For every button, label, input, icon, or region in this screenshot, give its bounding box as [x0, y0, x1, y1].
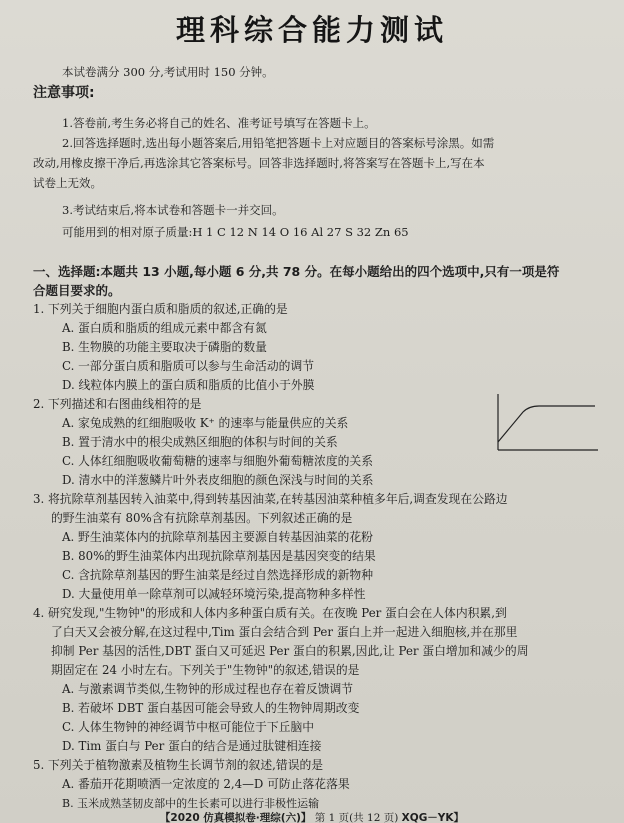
notice-line-4: 试卷上无效。 — [33, 176, 102, 190]
question-4-option-a: A. 与激素调节类似,生物钟的形成过程也存在着反馈调节 — [62, 682, 354, 696]
notice-line-5: 3.考试结束后,将本试卷和答题卡一并交回。 — [62, 203, 284, 217]
question-1-option-d: D. 线粒体内膜上的蛋白质和脂质的比值小于外膜 — [62, 378, 315, 392]
question-5-stem: 5. 下列关于植物激素及植物生长调节剂的叙述,错误的是 — [33, 758, 324, 772]
intro-text: 本试卷满分 300 分,考试用时 150 分钟。 — [62, 65, 274, 79]
notice-line-3: 改动,用橡皮擦干净后,再选涂其它答案标号。回答非选择题时,将答案写在答题卡上,写在本 — [33, 156, 485, 170]
question-1-option-b: B. 生物膜的功能主要取决于磷脂的数量 — [62, 340, 267, 354]
question-3-option-c: C. 含抗除草剂基因的野生油菜是经过自然选择形成的新物种 — [62, 568, 374, 582]
question-4-option-b: B. 若破坏 DBT 蛋白基因可能会导致人的生物钟周期改变 — [62, 701, 360, 715]
notice-heading: 注意事项: — [33, 85, 95, 101]
footer-code: XQG－YK】 — [401, 812, 465, 823]
question-3-option-b: B. 80%的野生油菜体内出现抗除草剂基因是基因突变的结果 — [62, 549, 376, 563]
question-1-option-a: A. 蛋白质和脂质的组成元素中都含有氮 — [62, 321, 267, 335]
curve-graph — [493, 392, 603, 454]
question-4-stem-line-4: 期固定在 24 小时左右。下列关于"生物钟"的叙述,错误的是 — [51, 663, 360, 677]
page-footer — [0, 810, 624, 823]
question-5-option-b: B. 玉米成熟茎韧皮部中的生长素可以进行非极性运输 — [62, 797, 320, 810]
notice-line-2: 2.回答选择题时,选出每小题答案后,用铅笔把答题卡上对应题目的答案标号涂黑。如需 — [62, 136, 495, 150]
page-title: 理科综合能力测试 — [175, 13, 448, 47]
graph-curve — [498, 406, 595, 442]
question-2-option-b: B. 置于清水中的根尖成熟区细胞的体积与时间的关系 — [62, 435, 338, 449]
question-5-option-a: A. 番茄开花期喷洒一定浓度的 2,4—D 可防止落花落果 — [62, 777, 350, 791]
notice-line-1: 1.答卷前,考生务必将自己的姓名、准考证号填写在答题卡上。 — [62, 116, 376, 130]
question-4-stem-line-1: 4. 研究发现,"生物钟"的形成和人体内多种蛋白质有关。在夜晚 Per 蛋白会在人体内积累,到 — [33, 606, 507, 620]
question-2-option-a: A. 家兔成熟的红细胞吸收 K⁺ 的速率与能量供应的关系 — [62, 416, 349, 430]
question-3-stem-line-1: 3. 将抗除草剂基因转入油菜中,得到转基因油菜,在转基因油菜种植多年后,调查发现在公路边 — [33, 492, 508, 506]
question-4-option-c: C. 人体生物钟的神经调节中枢可能位于下丘脑中 — [62, 720, 315, 734]
question-4-stem-line-3: 抑制 Per 基因的活性,DBT 蛋白又可延迟 Per 蛋白的积累,因此,让 Per 蛋白增加和减少的周 — [51, 644, 529, 658]
question-2-stem: 2. 下列描述和右图曲线相符的是 — [33, 397, 202, 411]
footer-label: 【2020 仿真模拟卷·理综(六)】 — [159, 812, 312, 823]
footer-page: 第 1 页(共 12 页) — [314, 812, 399, 823]
section-heading-line-1: 一、选择题:本题共 13 小题,每小题 6 分,共 78 分。在每小题给出的四个选项中,只有一项是符 — [33, 264, 560, 279]
question-3-option-a: A. 野生油菜体内的抗除草剂基因主要源自转基因油菜的花粉 — [62, 530, 373, 544]
question-2-option-c: C. 人体红细胞吸收葡萄糖的速率与细胞外葡萄糖浓度的关系 — [62, 454, 374, 468]
atomic-masses: 可能用到的相对原子质量:H 1 C 12 N 14 O 16 Al 27 S 32 Zn 65 — [62, 225, 409, 239]
question-4-option-d: D. Tim 蛋白与 Per 蛋白的结合是通过肽键相连接 — [62, 739, 322, 753]
question-3-option-d: D. 大量使用单一除草剂可以减轻环境污染,提高物种多样性 — [62, 587, 366, 601]
question-1-option-c: C. 一部分蛋白质和脂质可以参与生命活动的调节 — [62, 359, 315, 373]
question-3-stem-line-2: 的野生油菜有 80%含有抗除草剂基因。下列叙述正确的是 — [51, 511, 353, 525]
question-2-option-d: D. 清水中的洋葱鳞片叶外表皮细胞的颜色深浅与时间的关系 — [62, 473, 374, 487]
question-4-stem-line-2: 了白天又会被分解,在这过程中,Tim 蛋白会结合到 Per 蛋白上并一起进入细胞核,并在那里 — [51, 625, 518, 639]
section-heading-line-2: 合题目要求的。 — [33, 283, 121, 298]
question-1-stem: 1. 下列关于细胞内蛋白质和脂质的叙述,正确的是 — [33, 302, 288, 316]
